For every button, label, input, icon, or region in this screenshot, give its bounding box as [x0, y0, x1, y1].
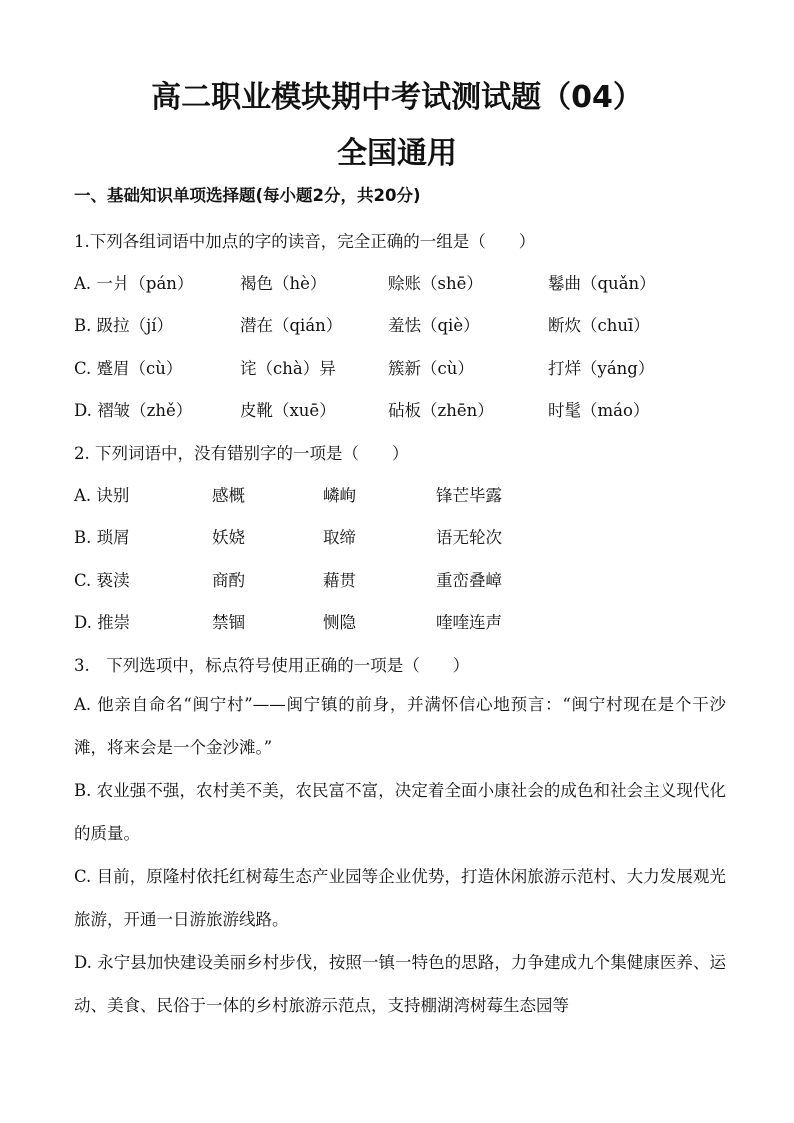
option-cell: 皮靴（xuē） [240, 401, 336, 420]
option-cell: 潜在（qián） [240, 316, 343, 335]
question-3-option-c: C. 目前，原隆村依托红树莓生态产业园等企业优势，打造休闲旅游示范村、大力发展观光旅游，开通一日游旅游线路。 [74, 867, 726, 929]
option-cell: 语无轮次 [436, 528, 502, 547]
option-cell: 禁锢 [212, 613, 245, 632]
option-cell: 时髦（máo） [548, 401, 650, 420]
question-2-stem: 2. 下列词语中，没有错别字的一项是（ ） [74, 444, 409, 463]
option-cell: C. 亵渎 [74, 571, 130, 590]
option-cell: A. 一爿（pán） [74, 274, 194, 293]
option-cell: 恻隐 [323, 613, 356, 632]
option-cell: C. 蹙眉（cù） [74, 359, 183, 378]
option-cell: 藉贯 [323, 571, 356, 590]
option-cell: D. 推崇 [74, 613, 131, 632]
option-cell: 褐色（hè） [240, 274, 327, 293]
section-heading: 一、基础知识单项选择题(每小题2分，共20分) [74, 186, 421, 205]
option-cell: 锋芒毕露 [436, 486, 502, 505]
question-3-option-d: D. 永宁县加快建设美丽乡村步伐，按照一镇一特色的思路，力争建成九个集健康医养、运动、美食、民俗于一体的乡村旅游示范点，支持棚湖湾树莓生态园等 [74, 953, 726, 1015]
question-3-option-b: B. 农业强不强，农村美不美，农民富不富，决定着全面小康社会的成色和社会主义现代化的质量。 [74, 781, 726, 843]
option-cell: 喹喹连声 [436, 613, 502, 632]
option-cell: A. 诀别 [74, 486, 130, 505]
option-cell: 断炊（chuī） [548, 316, 650, 335]
option-cell: 诧（chà）异 [240, 359, 336, 378]
option-cell: 妖娆 [212, 528, 245, 547]
option-cell: 砧板（zhēn） [388, 401, 494, 420]
option-cell: 商酌 [212, 571, 245, 590]
option-cell: 嶙峋 [323, 486, 356, 505]
option-cell: 取缔 [323, 528, 356, 547]
option-cell: 赊账（shē） [388, 274, 483, 293]
option-cell: B. 琐屑 [74, 528, 130, 547]
question-1-stem: 1.下列各组词语中加点的字的读音，完全正确的一组是（ ） [74, 232, 536, 251]
option-cell: 羞怯（qiè） [388, 316, 480, 335]
document-subtitle: 全国通用 [337, 136, 457, 171]
question-3-stem: 3. 下列选项中，标点符号使用正确的一项是（ ） [74, 656, 470, 675]
option-cell: B. 趿拉（jí） [74, 316, 174, 335]
option-cell: 感概 [212, 486, 245, 505]
question-3-option-a: A. 他亲自命名“闽宁村”——闽宁镇的前身，并满怀信心地预言：“闽宁村现在是个干沙滩，将来会是一个金沙滩。” [74, 695, 726, 757]
option-cell: 打烊（yáng） [548, 359, 655, 378]
option-cell: 簇新（cù） [388, 359, 474, 378]
option-cell: 鬈曲（quǎn） [548, 274, 656, 293]
option-cell: D. 褶皱（zhě） [74, 401, 193, 420]
option-cell: 重峦叠嶂 [436, 571, 502, 590]
document-title: 高二职业模块期中考试测试题（04） [151, 80, 643, 115]
